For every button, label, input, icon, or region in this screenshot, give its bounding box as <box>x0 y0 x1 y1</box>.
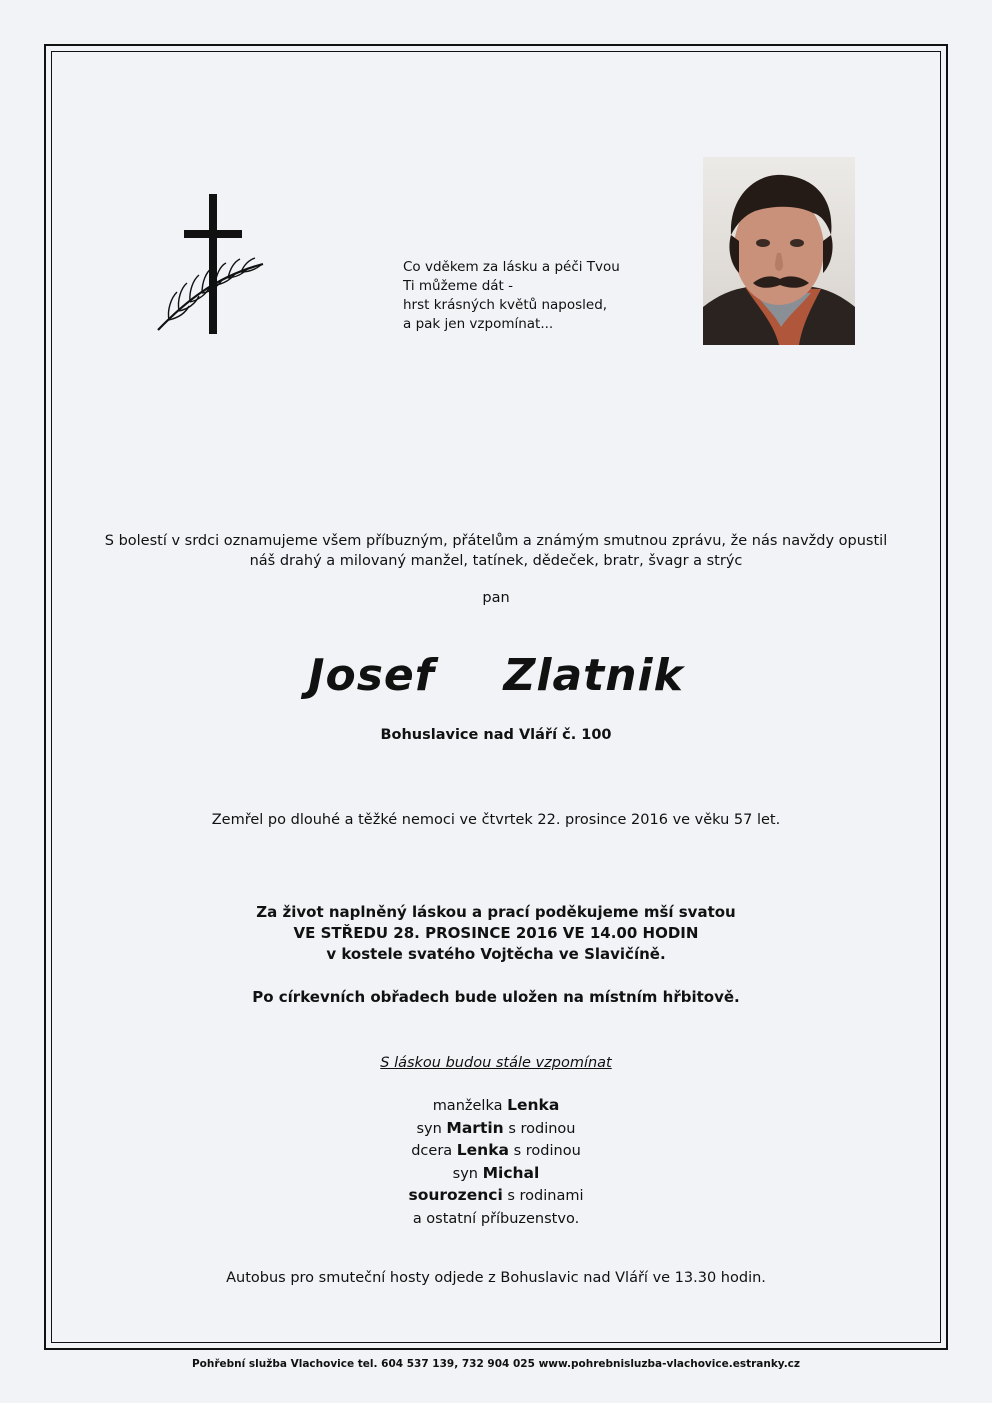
ceremony-line: Za život naplněný láskou a prací poděkujeme mší svatou <box>256 903 736 921</box>
portrait-photo <box>703 157 855 345</box>
family-member: syn Michal <box>452 1163 540 1182</box>
family-member: manželka Lenka <box>432 1096 560 1114</box>
memory-heading-text: S láskou budou stále vzpomínat <box>380 1055 612 1071</box>
burial-notice: Po církevních obřadech bude uložen na místním hřbitově. <box>252 988 740 1006</box>
family-list <box>0 1095 992 1230</box>
family-member: sourozenci s rodinami <box>408 1186 584 1204</box>
family-member: a ostatní příbuzenstvo. <box>412 1210 580 1227</box>
bus-notice: Autobus pro smuteční hosty odjede z Bohuslavic nad Vláří ve 13.30 hodin. <box>226 1270 766 1286</box>
family-member: syn Martin s rodinou <box>416 1118 576 1137</box>
funeral-service-footer: Pohřební služba Vlachovice tel. 604 537 139, 732 904 025 www.pohrebnisluzba-vlachovice.estranky.cz <box>191 1358 801 1370</box>
verse-line: a pak jen vzpomínat... <box>403 316 554 332</box>
announcement-line: S bolestí v srdci oznamujeme všem příbuzným, přátelům a známým smutnou zprávu, že nás navždy opustil <box>104 533 888 549</box>
family-member: dcera Lenka s rodinou <box>411 1141 581 1159</box>
death-notice: Zemřel po dlouhé a těžké nemoci ve čtvrtek 22. prosince 2016 ve věku 57 let. <box>211 812 781 828</box>
portrait-illustration <box>703 157 855 345</box>
announcement-text <box>0 531 992 571</box>
ceremony-details <box>0 902 992 965</box>
deceased-name: Josef Zlatnik <box>308 650 684 701</box>
verse-line: Co vděkem za lásku a péči Tvou <box>403 259 620 275</box>
verse-block <box>403 258 663 334</box>
ceremony-line: VE STŘEDU 28. PROSINCE 2016 VE 14.00 HODIN <box>293 924 699 942</box>
memory-heading <box>0 1055 992 1071</box>
honorific: pan <box>482 590 510 606</box>
cross-with-palm-branch-icon <box>155 192 270 337</box>
deceased-address: Bohuslavice nad Vláří č. 100 <box>380 727 612 743</box>
verse-line: hrst krásných květů naposled, <box>403 297 608 313</box>
announcement-line: náš drahý a milovaný manžel, tatínek, dědeček, bratr, švagr a strýc <box>249 553 743 569</box>
verse-line: Ti můžeme dát - <box>403 278 514 294</box>
ceremony-line: v kostele svatého Vojtěcha ve Slavičíně. <box>326 945 666 963</box>
